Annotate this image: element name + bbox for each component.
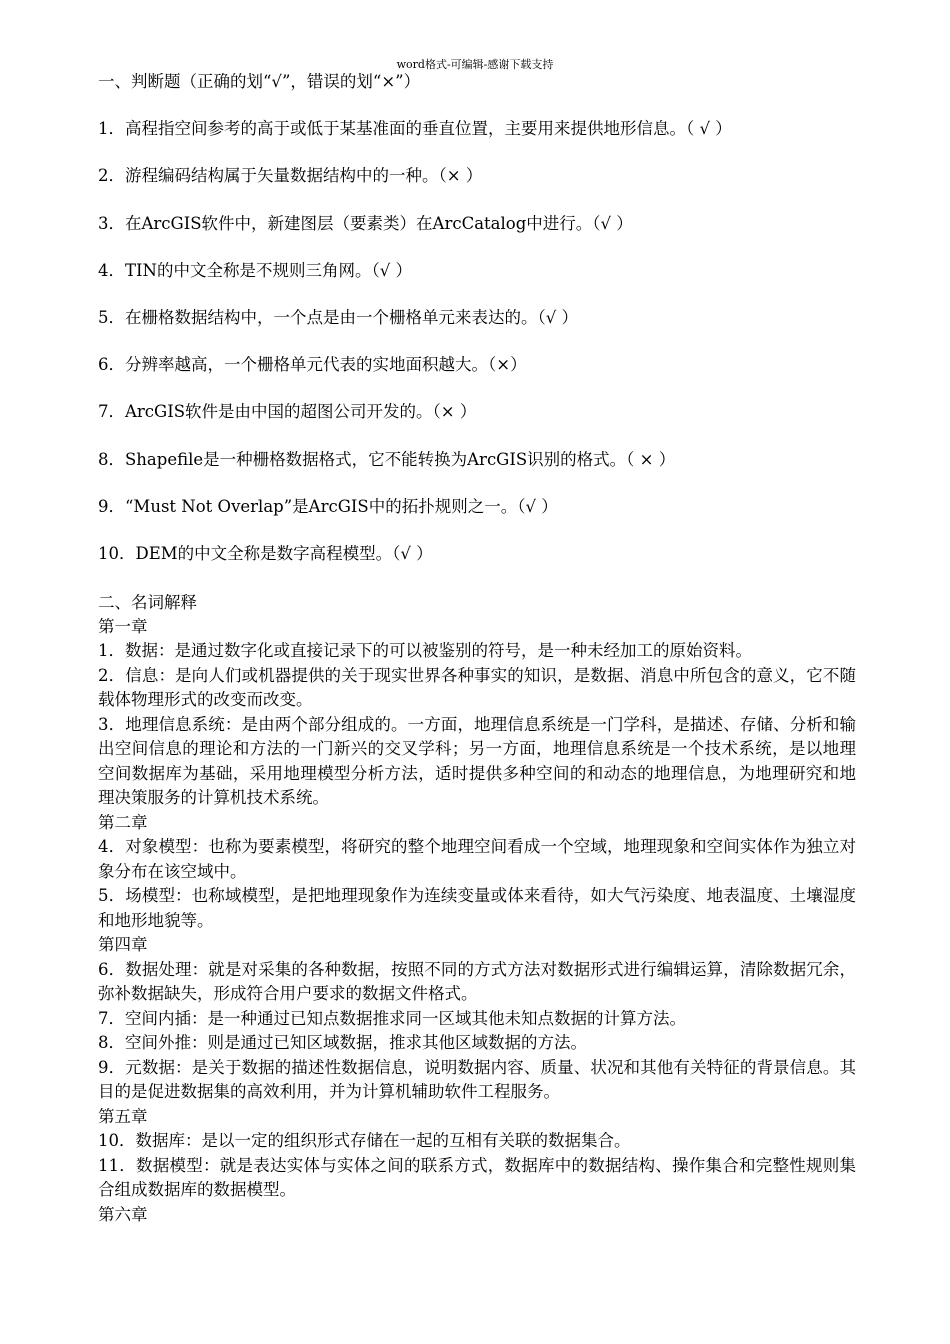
true-false-item: 5．在栅格数据结构中，一个点是由一个栅格单元来表达的。（√ ） — [98, 307, 579, 327]
true-false-item: 6．分辨率越高，一个栅格单元代表的实地面积越大。（×） — [98, 355, 527, 375]
true-false-item: 4．TIN的中文全称是不规则三角网。（√ ） — [98, 260, 412, 280]
section-title-glossary: 二、名词解释 — [98, 592, 197, 612]
true-false-item: 8．Shapefile是一种栅格数据格式，它不能转换为ArcGIS识别的格式。（ × ） — [98, 449, 676, 469]
true-false-item: 3．在ArcGIS软件中，新建图层（要素类）在ArcCatalog中进行。（√ ） — [98, 213, 633, 233]
glossary-definition: 6．数据处理：就是对采集的各种数据，按照不同的方式方法对数据形式进行编辑运算，清除数据冗余，弥补数据缺失，形成符合用户要求的数据文件格式。 — [98, 959, 856, 1004]
document-body — [98, 70, 856, 1227]
chapter-heading: 第四章 — [98, 935, 148, 955]
glossary-definition: 11．数据模型：就是表达实体与实体之间的联系方式，数据库中的数据结构、操作集合和完整性规则集合组成数据库的数据模型。 — [98, 1155, 856, 1200]
glossary-definition: 4．对象模型：也称为要素模型，将研究的整个地理空间看成一个空域，地理现象和空间实体作为独立对象分布在该空域中。 — [98, 837, 856, 881]
true-false-list — [98, 117, 856, 566]
glossary-list — [98, 615, 856, 1228]
true-false-item: 10．DEM的中文全称是数字高程模型。（√ ） — [98, 543, 433, 563]
true-false-item: 2．游程编码结构属于矢量数据结构中的一种。（× ） — [98, 166, 483, 186]
glossary-definition: 5．场模型：也称域模型，是把地理现象作为连续变量或体来看待，如大气污染度、地表温度、土壤湿度和地形地貌等。 — [98, 886, 856, 930]
glossary-definition: 9．元数据：是关于数据的描述性数据信息，说明数据内容、质量、状况和其他有关特征的背景信息。其目的是促进数据集的高效利用，并为计算机辅助软件工程服务。 — [98, 1057, 856, 1102]
true-false-item: 7．ArcGIS软件是由中国的超图公司开发的。（× ） — [98, 402, 477, 422]
true-false-item: 9．“Must Not Overlap”是ArcGIS中的拓扑规则之一。（√ ） — [98, 496, 558, 516]
chapter-heading: 第五章 — [98, 1106, 148, 1126]
glossary-definition: 8．空间外推：则是通过已知区域数据，推求其他区域数据的方法。 — [98, 1033, 587, 1053]
section-title-true-false: 一、判断题（正确的划“√”，错误的划“×”） — [98, 72, 421, 91]
glossary-definition: 1．数据：是通过数字化或直接记录下的可以被鉴别的符号，是一种未经加工的原始资料。 — [98, 641, 752, 661]
glossary-definition: 7．空间内插：是一种通过已知点数据推求同一区域其他未知点数据的计算方法。 — [98, 1008, 686, 1028]
glossary-definition: 2．信息：是向人们或机器提供的关于现实世界各种事实的知识，是数据、消息中所包含的意义，它不随载体物理形式的改变而改变。 — [98, 665, 856, 710]
true-false-item: 1．高程指空间参考的高于或低于某基准面的垂直位置，主要用来提供地形信息。（ √ ） — [98, 119, 732, 139]
chapter-heading: 第六章 — [98, 1204, 148, 1224]
chapter-heading: 第一章 — [98, 616, 148, 636]
glossary-definition: 10．数据库：是以一定的组织形式存储在一起的互相有关联的数据集合。 — [98, 1131, 631, 1151]
glossary-definition: 3．地理信息系统：是由两个部分组成的。一方面，地理信息系统是一门学科，是描述、存储、分析和输出空间信息的理论和方法的一门新兴的交叉学科；另一方面，地理信息系统是一个技术系统，是以地理空间数据库为基础，采用地理模型分析方法，适时提供多种空间的和动态的地理信息，为地理研究和地理决策服务的计算机技术系统。 — [98, 714, 856, 808]
chapter-heading: 第二章 — [98, 812, 148, 832]
page-header: word格式-可编辑-感谢下载支持 — [396, 58, 554, 71]
